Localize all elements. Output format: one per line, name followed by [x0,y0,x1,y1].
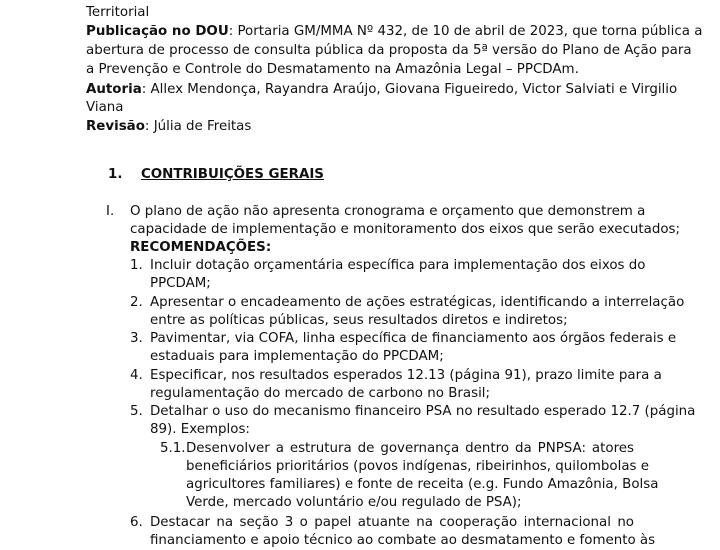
autoria-text: : Allex Mendonça, Rayandra Araújo, Giovana Figueiredo, Victor Salviati e Virgilio [141,82,678,97]
sub-item-number: 5.1. [160,441,186,456]
section-title: CONTRIBUIÇÕES GERAIS [140,167,324,182]
rec-3-line-1: Pavimentar, via COFA, linha específica de financiamento aos órgãos federais e [150,331,677,346]
rec-5-line-2: 89). Exemplos: [150,422,250,437]
rec-3-line-2: estaduais para implementação do PPCDAM; [150,349,444,364]
section-number: 1. [108,167,123,182]
revisao-label: Revisão [86,119,145,134]
dou-text: : Portaria GM/MMA Nº 432, de 10 de abril de 2023, que torna pública a [228,24,703,39]
rec-2-number: 2. [130,295,143,310]
revisao-line [86,118,251,136]
rec-2-line-2: entre as políticas públicas, seus resultados diretos e indiretos; [150,313,568,328]
dou-line-2: abertura de processo de consulta pública da proposta da 5ª versão do Plano de Ação para [86,43,692,58]
rec-4-line-1: Especificar, nos resultados esperados 12.13 (página 91), prazo limite para a [150,368,662,383]
autoria-line-2: Viana [86,100,124,115]
rec-6-line-1: Destacar na seção 3 o papel atuante na cooperação internacional no [150,515,634,530]
sub-item-line-4: Verde, mercado voluntário e/ou regulado de PSA); [186,495,522,510]
sub-item-line-3: agricultores familiares) e fonte de receita (e.g. Fundo Amazônia, Bolsa [186,477,659,492]
rec-1-line-1: Incluir dotação orçamentária específica para implementação dos eixos do [150,258,646,273]
section-heading [108,166,324,184]
item-numeral: I. [106,204,115,219]
sub-item-line-2: beneficiários prioritários (povos indígenas, ribeirinhos, quilombolas e [186,459,650,474]
rec-2-line-1: Apresentar o encadeamento de ações estratégicas, identificando a interrelação [150,295,685,310]
rec-5-number: 5. [130,404,143,419]
item-i-line-2: capacidade de implementação e monitoramento dos eixos que serão executados; [130,222,680,237]
dou-label: Publicação no DOU [86,24,229,39]
revisao-text: : Júlia de Freitas [144,119,252,134]
rec-3-number: 3. [130,331,143,346]
dou-line-3: a Prevenção e Controle do Desmatamento na Amazônia Legal – PPCDAm. [86,62,579,77]
territorial-line: Territorial [86,5,150,20]
rec-4-number: 4. [130,368,143,383]
rec-1-line-2: PPCDAM; [150,276,211,291]
sub-item-line-1: Desenvolver a estrutura de governança dentro da PNPSA: atores [186,441,634,456]
dou-line-1 [86,23,703,41]
rec-5-line-1: Detalhar o uso do mecanismo financeiro PSA no resultado esperado 12.7 (página [150,404,696,419]
rec-6-line-2: financiamento e apoio técnico ao combate ao desmatamento e fomento às [150,533,656,548]
autoria-line-1 [86,81,678,99]
recommendations-label: RECOMENDAÇÕES: [130,240,272,255]
autoria-label: Autoria [86,82,142,97]
rec-6-number: 6. [130,515,143,530]
rec-1-number: 1. [130,258,143,273]
item-i-line-1: O plano de ação não apresenta cronograma e orçamento que demonstrem a [130,204,646,219]
rec-4-line-2: regulamentação do mercado de carbono no Brasil; [150,386,491,401]
